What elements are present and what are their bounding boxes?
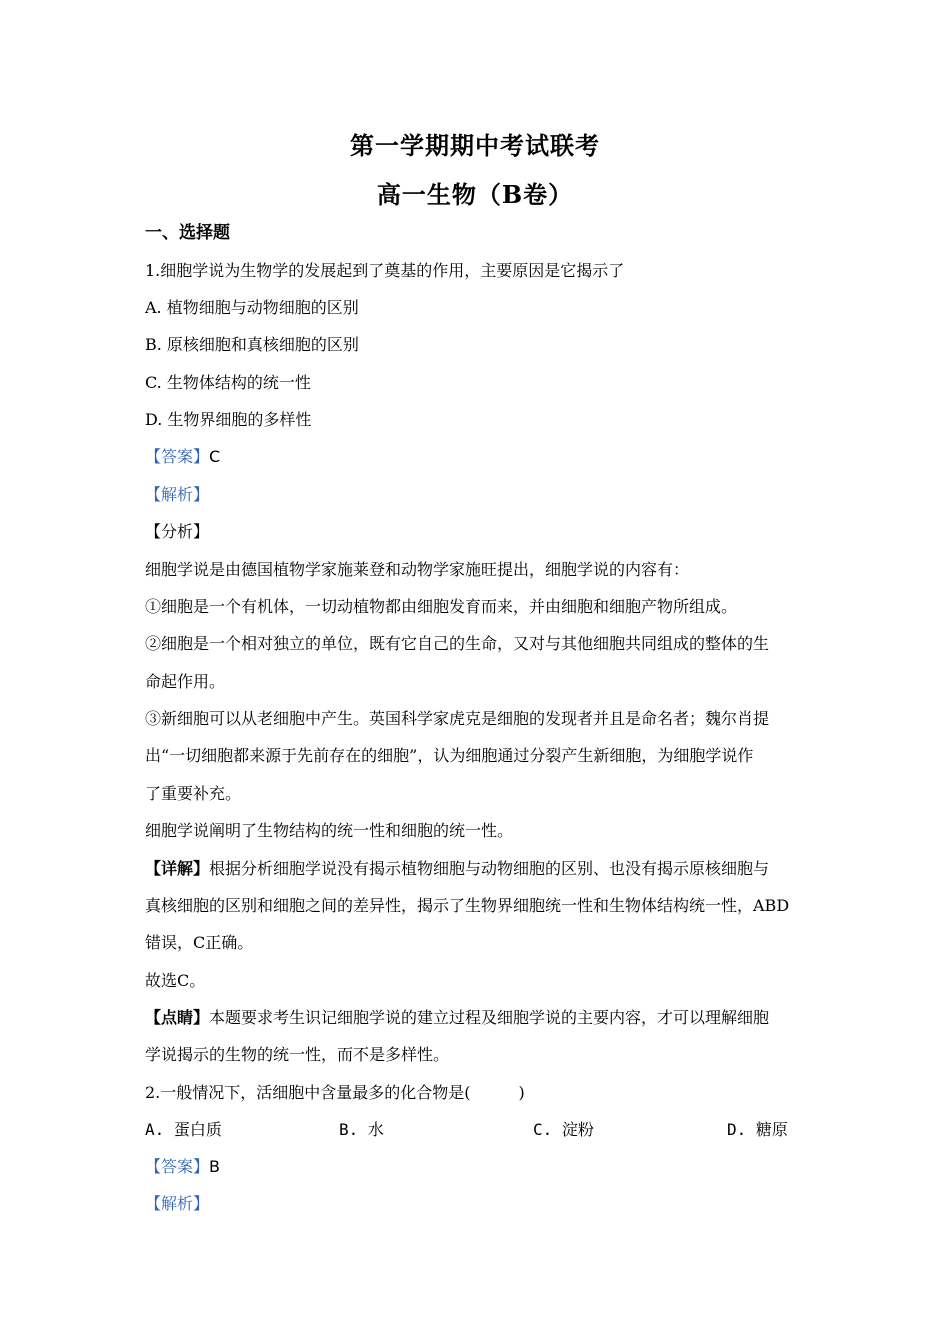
dianjing-line: 学说揭示的生物的统一性，而不是多样性。	[145, 1045, 450, 1064]
xiangjie-text: 根据分析细胞学说没有揭示植物细胞与动物细胞的区别、也没有揭示原核细胞与	[209, 859, 770, 878]
question-1-answer	[145, 447, 220, 467]
fenxi-line: 细胞学说是由德国植物学家施莱登和动物学家施旺提出，细胞学说的内容有：	[145, 560, 690, 579]
answer-value: C	[209, 447, 221, 466]
question-2-analysis-tag: 【解析】	[145, 1194, 210, 1213]
document-subtitle: 高一生物（B卷）	[376, 180, 574, 209]
fenxi-line: ②细胞是一个相对独立的单位，既有它自己的生命，又对与其他细胞共同组成的整体的生	[145, 634, 770, 653]
fenxi-line: 了重要补充。	[145, 784, 242, 803]
xiangjie-line: 错误，C正确。	[145, 933, 254, 952]
fenxi-line: 命起作用。	[145, 672, 226, 691]
answer-tag: 【答案】	[145, 447, 210, 466]
xiangjie-tag: 【详解】	[145, 859, 210, 878]
question-1-conclusion: 故选C。	[145, 971, 206, 990]
section-heading: 一、选择题	[145, 223, 230, 243]
question-2-stem: 2.一般情况下，活细胞中含量最多的化合物是( )	[145, 1083, 525, 1102]
xiangjie-line-1	[145, 859, 769, 879]
question-1-option-b: B. 原核细胞和真核细胞的区别	[145, 335, 359, 354]
question-2-option-b: B. 水	[339, 1120, 384, 1139]
answer-value: B	[209, 1157, 220, 1176]
fenxi-line: 细胞学说阐明了生物结构的统一性和细胞的统一性。	[145, 821, 514, 840]
question-2-option-d: D. 糖原	[727, 1120, 788, 1139]
dianjing-tag: 【点睛】	[145, 1008, 210, 1027]
document-title: 第一学期期中考试联考	[350, 131, 600, 160]
question-2-option-c: C. 淀粉	[533, 1120, 594, 1139]
answer-tag: 【答案】	[145, 1157, 210, 1176]
fenxi-line: ①细胞是一个有机体，一切动植物都由细胞发育而来，并由细胞和细胞产物所组成。	[145, 597, 738, 616]
dianjing-line-1	[145, 1008, 769, 1028]
question-2-answer	[145, 1157, 220, 1177]
question-1-option-a: A. 植物细胞与动物细胞的区别	[145, 298, 359, 317]
question-1-option-c: C. 生物体结构的统一性	[145, 373, 311, 392]
fenxi-line: 出“一切细胞都来源于先前存在的细胞”，认为细胞通过分裂产生新细胞，为细胞学说作	[145, 746, 754, 765]
question-1-stem: 1.细胞学说为生物学的发展起到了奠基的作用，主要原因是它揭示了	[145, 261, 625, 280]
dianjing-text: 本题要求考生识记细胞学说的建立过程及细胞学说的主要内容，才可以理解细胞	[209, 1008, 770, 1027]
xiangjie-line: 真核细胞的区别和细胞之间的差异性，揭示了生物界细胞统一性和生物体结构统一性，ABD	[145, 896, 790, 915]
question-2-option-a: A. 蛋白质	[145, 1120, 222, 1139]
question-1-option-d: D. 生物界细胞的多样性	[145, 410, 312, 429]
fenxi-line: ③新细胞可以从老细胞中产生。英国科学家虎克是细胞的发现者并且是命名者；魏尔肖提	[145, 709, 770, 728]
question-1-fenxi-tag: 【分析】	[145, 522, 210, 541]
question-1-analysis-tag: 【解析】	[145, 485, 210, 504]
